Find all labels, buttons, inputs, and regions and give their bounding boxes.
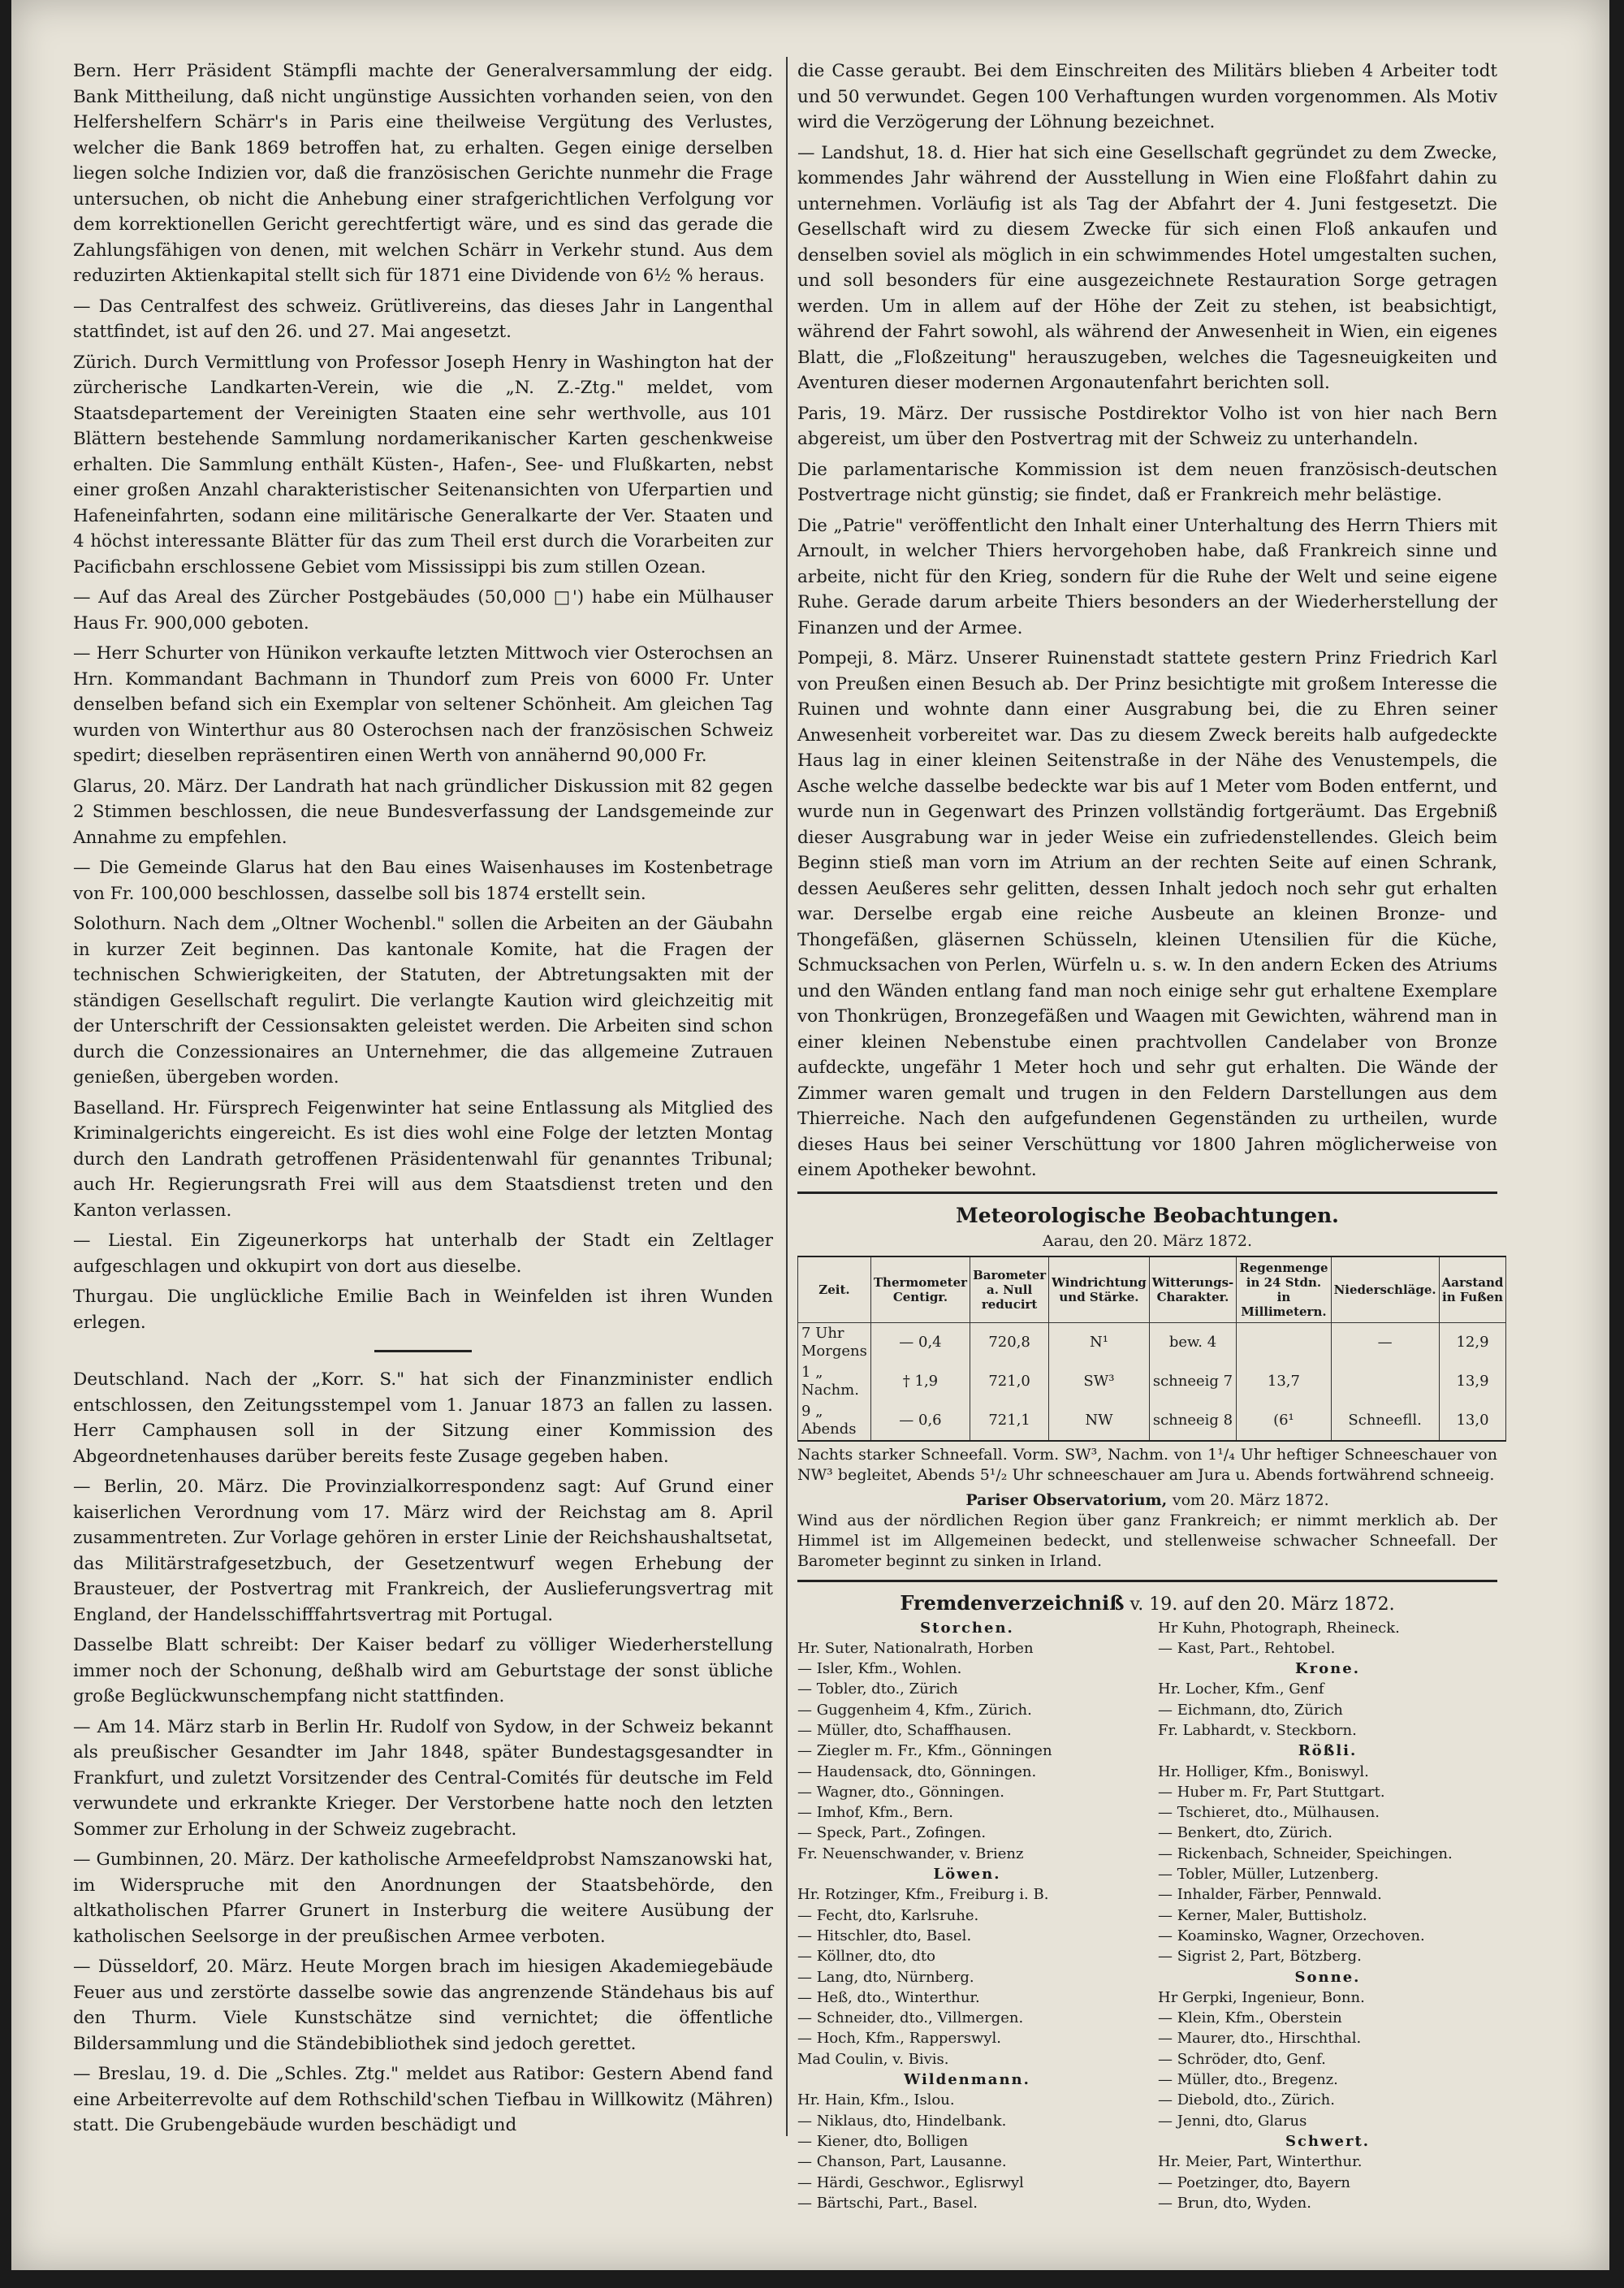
guest-entry: — Haudensack, dto, Gönningen.: [797, 1762, 1037, 1780]
article-glarus-waisenhaus: — Die Gemeinde Glarus hat den Bau eines Waisenhauses im Kostenbetrage von Fr. 100,000 beschlossen, dasselbe soll bis 1874 erstellt sein.: [73, 858, 773, 904]
paris-observatory-text: Wind aus der nördlichen Region über ganz Frankreich; er nimmt merklich ab. Der Himmel ist im Allgemeinen bedeckt, und stellenweise schwacher Schneefall. Der Barometer beginnt zu sinken in Irland.: [797, 1511, 1497, 1570]
guest-entry: — Koaminsko, Wagner, Orzechoven.: [1158, 1927, 1425, 1944]
guest-entry: — Jenni, dto, Glarus: [1158, 2112, 1307, 2130]
cell: † 1,9: [870, 1362, 970, 1401]
article-berlin: — Berlin, 20. März. Die Provinzialkorrespondenz sagt: Auf Grund einer kaiserlichen Verordnung vom 17. März wird der Reichstag am 8. April zusammentreten. Zur Vorlage gehören in erster Linie der Reichshaushaltsetat, das Militärstrafgesetzbuch, der Gesetzentwurf wegen Erhebung der Brausteuer, der Postvertrag mit Frankreich, der Auslieferungsvertrag mit England, der Handelsschifffahrtsvertrag mit Portugal.: [73, 1477, 773, 1625]
cell: 721,0: [970, 1362, 1049, 1401]
guest-entry: Mad Coulin, v. Bivis.: [797, 2050, 949, 2068]
guest-entry: — Eichmann, dto, Zürich: [1158, 1701, 1343, 1719]
guests-heading: [797, 1590, 1497, 1618]
guest-entry: — Tschieret, dto., Mülhausen.: [1158, 1804, 1380, 1822]
guest-entry: — Klein, Kfm., Oberstein: [1158, 2009, 1342, 2027]
right-column: [797, 58, 1504, 2213]
article-kaiser: Dasselbe Blatt schreibt: Der Kaiser bedarf zu völliger Wiederherstellung immer noch der Schonung, deßhalb wird am Geburtstage der sonst übliche große Beglückwunschempfang nicht stattfinden.: [73, 1635, 773, 1706]
guests-list: [797, 1618, 1497, 2214]
header-niederschlaege: Niederschläge.: [1331, 1256, 1439, 1323]
guests-date: v. 19. auf den 20. März 1872.: [1129, 1594, 1395, 1615]
cell: 13,0: [1439, 1401, 1506, 1441]
guest-entry: — Müller, dto., Bregenz.: [1158, 2071, 1338, 2089]
cell: schneeig 8: [1149, 1401, 1237, 1441]
header-barometer: Barometer a. Null reducirt: [970, 1256, 1049, 1323]
left-column: [73, 58, 773, 2143]
guest-entry: — Ziegler m. Fr., Kfm., Gönningen: [797, 1742, 1052, 1760]
article-breslau-cont: die Casse geraubt. Bei dem Einschreiten des Militärs blieben 4 Arbeiter todt und 50 verwundet. Gegen 100 Verhaftungen wurden vorgenommen. Als Motiv wird die Verzögerung der Löhnung bezeichnet.: [797, 61, 1497, 132]
guest-entry: — Huber m. Fr, Part Stuttgart.: [1158, 1783, 1385, 1801]
guest-entry: — Lang, dto, Nürnberg.: [797, 1968, 974, 1986]
article-zuerich-karten: Zürich. Durch Vermittlung von Professor Joseph Henry in Washington hat der zürcherische Landkarten-Verein, wie die „N. Z.-Ztg." meldet, vom Staatsdepartement der Vereinigten Staaten eine sehr werthvolle, aus 101 Blättern bestehende Sammlung nordamerikanischer Karten geschenkweise erhalten. Die Sammlung enthält Küsten-, Hafen-, See- und Flußkarten, nebst einer großen Anzahl charakteristischer Seitenansichten von Uferpartien und Hafeneinfahrten, sodann eine militärische Generalkarte der Ver. Staaten und 4 höchst interessante Blätter für das zum Theil erst durch die Vorarbeiten zur Pacificbahn erschlossene Gebiet vom Mississippi bis zum stillen Ozean.: [73, 352, 773, 577]
article-landshut: — Landshut, 18. d. Hier hat sich eine Gesellschaft gegründet zu dem Zwecke, kommendes Jahr während der Ausstellung in Wien eine Floßfahrt dahin zu unternehmen. Vorläufig ist als Tag der Abfahrt der 4. Juni festgesetzt. Die Gesellschaft wird zu diesem Zwecke für sich einen Floß ankaufen und denselben soviel als möglich in ein schwimmendes Hotel umgestalten suchen, und soll besonders für eine ausgezeichnete Restauration Sorge getragen werden. Um in allem auf der Höhe der Zeit zu stehen, ist beabsichtigt, während der Fahrt sowohl, als während der Anwesenheit in Wien, ein eigenes Blatt, die „Floßzeitung" herauszugeben, welches die Tagesneuigkeiten und Aventuren dieser modernen Argonautenfahrt berichten soll.: [797, 142, 1497, 393]
guest-entry: — Inhalder, Färber, Pennwald.: [1158, 1886, 1382, 1904]
header-aarstand: Aarstand in Fußen: [1439, 1256, 1506, 1323]
guest-entry: — Kiener, dto, Bolligen: [797, 2132, 969, 2150]
header-witterung: Witterungs-Charakter.: [1149, 1256, 1237, 1323]
guest-entry: — Rickenbach, Schneider, Speichingen.: [1158, 1845, 1453, 1862]
guest-entry: — Imhof, Kfm., Bern.: [797, 1804, 953, 1822]
article-paris-kommission: Die parlamentarische Kommission ist dem neuen französisch-deutschen Postvertrage nicht günstig; sie findet, daß er Frankreich mehr belästige.: [797, 459, 1497, 505]
article-patrie: Die „Patrie" veröffentlicht den Inhalt einer Unterhaltung des Herrn Thiers mit Arnoult, in welcher Thiers hervorgehoben habe, daß Frankreich sinne und arbeite, nicht für den Krieg, sondern für die Ruhe der Welt und seine eigene Ruhe. Gerade darum arbeite Thiers besonders an der Wiederherstellung der Finanzen und der Armee.: [797, 515, 1497, 638]
guest-entry: — Niklaus, dto, Hindelbank.: [797, 2112, 1007, 2130]
guest-entry: — Benkert, dto, Zürich.: [1158, 1824, 1332, 1842]
paris-observatory-title: Pariser Observatorium,: [965, 1490, 1168, 1509]
guest-entry: Hr. Holliger, Kfm., Boniswyl.: [1158, 1762, 1369, 1780]
cell: — 0,6: [870, 1401, 970, 1441]
guest-entry: — Schneider, dto., Villmergen.: [797, 2009, 1024, 2027]
guests-left-column: [797, 1618, 1137, 2214]
hotel-name: Sonne.: [1294, 1968, 1361, 1986]
paris-observatory-date: vom 20. März 1872.: [1172, 1490, 1329, 1509]
article-breslau: — Breslau, 19. d. Die „Schles. Ztg." meldet aus Ratibor: Gestern Abend fand eine Arbeiterrevolte auf dem Rothschild'schen Tiefbau in Willkowitz (Mähren) statt. Die Grubengebäude wurden beschädigt und: [73, 2064, 773, 2135]
article-gumbinnen: — Gumbinnen, 20. März. Der katholische Armeefeldprobst Namszanowski hat, im Widerspruche mit den Anordnungen der Staatsbehörde, den altkatholischen Pfarrer Grunert in Insterburg die weitere Ausübung der katholischen Seelsorge in der preußischen Armee verboten.: [73, 1849, 773, 1947]
article-thurgau: Thurgau. Die unglückliche Emilie Bach in Weinfelden ist ihren Wunden erlegen.: [73, 1287, 773, 1333]
article-pompeji: Pompeji, 8. März. Unserer Ruinenstadt stattete gestern Prinz Friedrich Karl von Preußen einen Besuch ab. Der Prinz besichtigte mit großem Interesse die Ruinen und wohnte dann einer Ausgrabung bei, die zu Ehren seiner Anwesenheit vorbereitet war. Das zu diesem Zweck bereits halb aufgedeckte Haus lag in einer kleinen Seitenstraße in der Nähe des Venustempels, die Asche welche dasselbe bedeckte war bis auf 1 Meter vom Boden entfernt, und wurde nun in Gegenwart des Prinzen vollständig fortgeräumt. Das Ergebniß dieser Ausgrabung war in jeder Weise ein zufriedenstellendes. Gleich beim Beginn stieß man vorn im Atrium an der rechten Seite auf einen Schrank, dessen Aeußeres sehr gelitten, dessen Inhalt jedoch noch sehr gut erhalten war. Derselbe ergab eine reiche Ausbeute an kleinen Bronze- und Thongefäßen, gläsernen Schüsseln, kleinen Utensilien für die Küche, Schmucksachen von Perlen, Würfeln u. s. w. In den andern Ecken des Atriums und den Wänden entlang fand man noch einige sehr gut erhaltene Exemplare von Thonkrügen, Bronzegefäßen und Waagen mit Gewichten, während man in einer kleinen Nebenstube einen prachtvollen Candelaber von Bronze aufdeckte, ungefähr 1 Meter hoch und sehr gut erhalten. Die Wände der Zimmer waren gemalt und trugen in den Feldern Darstellungen aus dem Thierreiche. Nach den aufgefundenen Gegenständen zu urtheilen, wurde dieses Haus bei seiner Verschüttung vor 1800 Jahren möglicherweise von einem Apotheker bewohnt.: [797, 648, 1497, 1180]
article-liestal: — Liestal. Ein Zigeunerkorps hat unterhalb der Stadt ein Zeltlager aufgeschlagen und okkupirt von dort aus dieselbe.: [73, 1231, 773, 1277]
cell: [1237, 1322, 1331, 1362]
cell: —: [1331, 1322, 1439, 1362]
article-duesseldorf: — Düsseldorf, 20. März. Heute Morgen brach im hiesigen Akademiegebäude Feuer aus und zerstörte dasselbe sowie das angrenzende Ständehaus bis auf den Thurm. Viele Kunstschätze sind vernichtet; die öffentliche Bildersammlung und die Ständebibliothek sind jedoch gerettet.: [73, 1957, 773, 2054]
guest-entry: — Poetzinger, dto, Bayern: [1158, 2173, 1350, 2191]
paris-observatory-heading: [797, 1490, 1497, 1511]
cell: N¹: [1049, 1322, 1150, 1362]
header-thermometer: Thermometer Centigr.: [870, 1256, 970, 1323]
guest-entry: Hr Kuhn, Photograph, Rheineck.: [1158, 1619, 1400, 1637]
section-separator: [374, 1350, 472, 1352]
weather-row: [798, 1401, 1506, 1441]
article-osterochsen: — Herr Schurter von Hünikon verkaufte letzten Mittwoch vier Osterochsen an Hrn. Kommandant Bachmann in Thundorf zum Preis von 6000 Fr. Unter denselben befand sich ein Exemplar von seltener Schönheit. Am gleichen Tag wurden von Winterthur aus 80 Osterochsen nach der französischen Schweiz spedirt; dieselben repräsentiren einen Werth von annähernd 90,000 Fr.: [73, 643, 773, 766]
weather-row: [798, 1322, 1506, 1362]
cell: 13,7: [1237, 1362, 1331, 1401]
guest-entry: — Brun, dto, Wyden.: [1158, 2194, 1311, 2212]
guest-entry: — Isler, Kfm., Wohlen.: [797, 1660, 962, 1678]
cell: (6¹: [1237, 1401, 1331, 1441]
cell: bew. 4: [1149, 1322, 1237, 1362]
cell: 7 Uhr Morgens: [798, 1322, 871, 1362]
weather-top-rule: [797, 1192, 1497, 1194]
guest-entry: — Müller, dto, Schaffhausen.: [797, 1721, 1012, 1739]
guest-entry: Hr. Suter, Nationalrath, Horben: [797, 1639, 1034, 1657]
guests-title: Fremdenverzeichniß: [900, 1590, 1125, 1615]
cell: — 0,4: [870, 1322, 970, 1362]
cell: schneeig 7: [1149, 1362, 1237, 1401]
guests-right-column: [1158, 1618, 1497, 2214]
guest-entry: Hr. Meier, Part, Winterthur.: [1158, 2153, 1363, 2171]
guest-entry: — Köllner, dto, dto: [797, 1948, 935, 1966]
guest-entry: Hr. Rotzinger, Kfm., Freiburg i. B.: [797, 1886, 1049, 1904]
guest-entry: — Heß, dto., Winterthur.: [797, 1988, 980, 2006]
guest-entry: — Härdi, Geschwor., Eglisrwyl: [797, 2173, 1024, 2191]
guest-entry: — Bärtschi, Part., Basel.: [797, 2194, 978, 2212]
guest-entry: — Wagner, dto., Gönningen.: [797, 1783, 1004, 1801]
guest-entry: — Diebold, dto., Zürich.: [1158, 2091, 1335, 2109]
weather-table: [797, 1256, 1506, 1442]
newspaper-page: [11, 0, 1609, 2270]
guest-entry: — Hoch, Kfm., Rapperswyl.: [797, 2030, 1002, 2048]
guest-entry: — Tobler, dto., Zürich: [797, 1680, 958, 1698]
column-rule: [786, 57, 788, 2136]
guest-entry: — Guggenheim 4, Kfm., Zürich.: [797, 1701, 1032, 1719]
guest-entry: Hr. Locher, Kfm., Genf: [1158, 1680, 1324, 1698]
cell: 13,9: [1439, 1362, 1506, 1401]
weather-subtitle: Aarau, den 20. März 1872.: [1042, 1231, 1253, 1250]
guest-entry: Fr. Neuenschwander, v. Brienz: [797, 1845, 1024, 1862]
cell: Schneefll.: [1331, 1401, 1439, 1441]
article-deutschland: Deutschland. Nach der „Korr. S." hat sich der Finanzminister endlich entschlossen, den Zeitungsstempel vom 1. Januar 1873 an fallen zu lassen. Herr Camphausen soll in der Sitzung einer Kommission des Abgeordnetenhauses darüber bereits feste Zusage gegeben haben.: [73, 1369, 773, 1467]
header-wind: Windrichtung und Stärke.: [1049, 1256, 1150, 1323]
cell: 720,8: [970, 1322, 1049, 1362]
hotel-name: Löwen.: [933, 1866, 1001, 1884]
hotel-name: Krone.: [1295, 1660, 1360, 1678]
weather-header-row: [798, 1256, 1506, 1323]
article-bern: Bern. Herr Präsident Stämpfli machte der Generalversammlung der eidg. Bank Mittheilung, daß nicht ungünstige Aussichten vorhanden seien, von den Helfershelfern Schärr's in Paris eine theilweise Vergütung des Verlustes, welcher die Bank 1869 betroffen hat, zu erhalten. Gegen einige derselben liegen solche Indizien vor, daß die französischen Gerichte nunmehr die Frage untersuchen, ob nicht die Anhebung einer strafgerichtlichen Verfolgung vor dem korrektionellen Gericht gerechtfertigt wäre, und es sind das gerade die Zahlungsfähigen von denen, mit welchen Schärr in Verkehr stund. Aus dem reduzirten Aktienkapital stellt sich für 1871 eine Dividende von 6½ % heraus.: [73, 61, 773, 286]
guest-entry: — Kast, Part., Rehtobel.: [1158, 1639, 1336, 1657]
guest-entry: — Schröder, dto, Genf.: [1158, 2050, 1326, 2068]
article-postgebaeude: — Auf das Areal des Zürcher Postgebäudes (50,000 □') habe ein Mülhauser Haus Fr. 900,000 geboten.: [73, 587, 773, 634]
article-gruetliverein: — Das Centralfest des schweiz. Grütlivereins, das dieses Jahr in Langenthal stattfindet, ist auf den 26. und 27. Mai angesetzt.: [73, 296, 773, 342]
cell: 721,1: [970, 1401, 1049, 1441]
cell: 9 „ Abends: [798, 1401, 871, 1441]
weather-row: [798, 1362, 1506, 1401]
guest-entry: — Kerner, Maler, Buttisholz.: [1158, 1906, 1367, 1924]
guests-top-rule: [797, 1580, 1497, 1582]
guest-entry: — Speck, Part., Zofingen.: [797, 1824, 987, 1842]
weather-note: Nachts starker Schneefall. Vorm. SW³, Nachm. von 1¹/₄ Uhr heftiger Schneeschauer von NW³ begleitet, Abends 5¹/₂ Uhr schneeschauer am Jura u. Abends fortwährend schneeig.: [797, 1445, 1497, 1484]
header-zeit: Zeit.: [798, 1256, 871, 1323]
article-paris-post: Paris, 19. März. Der russische Postdirektor Volho ist von hier nach Bern abgereist, um über den Postvertrag mit der Schweiz zu unterhandeln.: [797, 403, 1497, 449]
guest-entry: — Hitschler, dto, Basel.: [797, 1927, 972, 1944]
guest-entry: Fr. Labhardt, v. Steckborn.: [1158, 1721, 1357, 1739]
cell: 1 „ Nachm.: [798, 1362, 871, 1401]
cell: 12,9: [1439, 1322, 1506, 1362]
article-glarus-landrath: Glarus, 20. März. Der Landrath hat nach gründlicher Diskussion mit 82 gegen 2 Stimmen beschlossen, die neue Bundesverfassung der Landsgemeinde zur Annahme zu empfehlen.: [73, 776, 773, 848]
weather-title: Meteorologische Beobachtungen.: [956, 1203, 1339, 1227]
paris-observatory: [797, 1490, 1497, 1572]
guest-entry: Hr. Hain, Kfm., Islou.: [797, 2091, 955, 2109]
guest-entry: Hr Gerpki, Ingenieur, Bonn.: [1158, 1988, 1365, 2006]
guest-entry: — Chanson, Part, Lausanne.: [797, 2153, 1007, 2171]
hotel-name: Storchen.: [920, 1619, 1014, 1637]
hotel-name: Rößli.: [1298, 1742, 1358, 1760]
guest-entry: — Tobler, Müller, Lutzenberg.: [1158, 1866, 1379, 1884]
header-regenmenge: Regenmenge in 24 Stdn. in Millimetern.: [1237, 1256, 1331, 1323]
guest-entry: — Sigrist 2, Part, Bötzberg.: [1158, 1948, 1362, 1966]
guest-entry: — Maurer, dto., Hirschthal.: [1158, 2030, 1362, 2048]
cell: NW: [1049, 1401, 1150, 1441]
article-baselland: Baselland. Hr. Fürsprech Feigenwinter hat seine Entlassung als Mitglied des Kriminalgerichts eingereicht. Es ist dies wohl eine Folge der letzten Montag durch den Landrath getroffenen Präsidentenwahl für genanntes Tribunal; auch Hr. Regierungsrath Frei will aus dem Staatsdienst treten und den Kanton verlassen.: [73, 1097, 773, 1221]
guest-entry: — Fecht, dto, Karlsruhe.: [797, 1906, 979, 1924]
article-sydow: — Am 14. März starb in Berlin Hr. Rudolf von Sydow, in der Schweiz bekannt als preußischer Gesandter im Jahr 1848, später Bundestagsgesandter in Frankfurt, und zuletzt Vorsitzender des Central-Comités für deutsche im Feld verwundete und erkrankte Krieger. Der Verstorbene hatte noch den letzten Sommer zur Erholung in der Schweiz zugebracht.: [73, 1716, 773, 1840]
article-solothurn: Solothurn. Nach dem „Oltner Wochenbl." sollen die Arbeiten an der Gäubahn in kurzer Zeit beginnen. Das kantonale Komite, hat die Fragen der technischen Schwierigkeiten, der Statuten, der Abtretungsakten mit der ständigen Gesellschaft regulirt. Die verlangte Kaution wird gleichzeitig mit der Unterschrift der Cessionsakten geleistet werden. Die Arbeiten sind schon durch die Conzessionaires an Unternehmer, die das allgemeine Zutrauen genießen, übergeben worden.: [73, 914, 773, 1088]
hotel-name: Wildenmann.: [904, 2071, 1030, 2089]
cell: SW³: [1049, 1362, 1150, 1401]
cell: [1331, 1362, 1439, 1401]
hotel-name: Schwert.: [1285, 2132, 1371, 2150]
